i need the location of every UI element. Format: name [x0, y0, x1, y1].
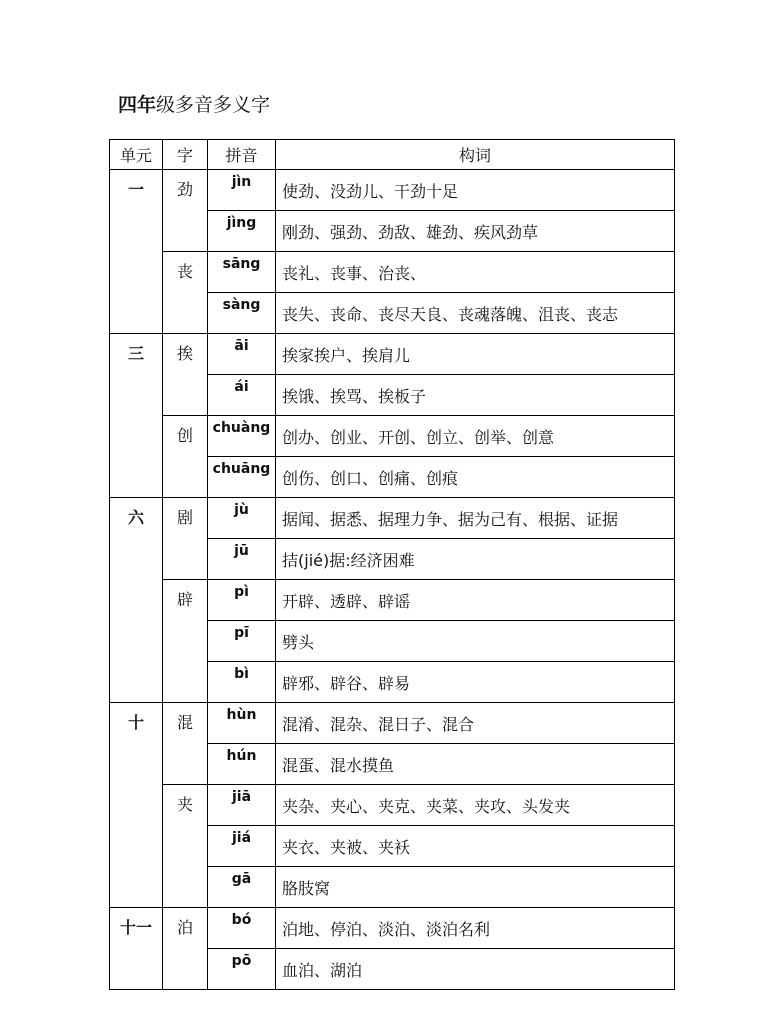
char-cell: 泊 — [163, 908, 208, 990]
words-cell: 据闻、据悉、据理力争、据为己有、根据、证据 — [276, 498, 675, 539]
pinyin-cell: pī — [208, 621, 276, 662]
unit-cell: 十一 — [110, 908, 163, 990]
header-char: 字 — [163, 140, 208, 170]
table-row — [110, 703, 675, 744]
words-cell: 辟邪、辟谷、辟易 — [276, 662, 675, 703]
unit-cell: 六 — [110, 498, 163, 703]
words-cell: 夹衣、夹被、夹袄 — [276, 826, 675, 867]
words-cell: 丧礼、丧事、治丧、 — [276, 252, 675, 293]
header-words: 构词 — [276, 140, 675, 170]
words-cell: 使劲、没劲儿、干劲十足 — [276, 170, 675, 211]
unit-cell: 一 — [110, 170, 163, 334]
table-row — [110, 334, 675, 375]
header-pinyin: 拼音 — [208, 140, 276, 170]
char-cell: 剧 — [163, 498, 208, 580]
table-row — [110, 252, 675, 293]
words-cell: 开辟、透辟、辟谣 — [276, 580, 675, 621]
pinyin-cell: sàng — [208, 293, 276, 334]
page-title — [118, 93, 270, 117]
table-row — [110, 908, 675, 949]
char-cell: 劲 — [163, 170, 208, 252]
pinyin-cell: bó — [208, 908, 276, 949]
char-cell: 夹 — [163, 785, 208, 908]
words-cell: 丧失、丧命、丧尽天良、丧魂落魄、沮丧、丧志 — [276, 293, 675, 334]
pinyin-cell: jìn — [208, 170, 276, 211]
pinyin-cell: bì — [208, 662, 276, 703]
pinyin-cell: āi — [208, 334, 276, 375]
polyphone-table — [109, 139, 675, 990]
words-cell: 劈头 — [276, 621, 675, 662]
words-cell: 胳肢窝 — [276, 867, 675, 908]
table-row — [110, 170, 675, 211]
words-cell: 创伤、创口、创痛、创痕 — [276, 457, 675, 498]
words-cell: 创办、创业、开创、创立、创举、创意 — [276, 416, 675, 457]
words-cell: 夹杂、夹心、夹克、夹菜、夹攻、头发夹 — [276, 785, 675, 826]
table-row — [110, 580, 675, 621]
pinyin-cell: gā — [208, 867, 276, 908]
words-cell: 混蛋、混水摸鱼 — [276, 744, 675, 785]
pinyin-cell: chuāng — [208, 457, 276, 498]
table-row — [110, 785, 675, 826]
char-cell: 挨 — [163, 334, 208, 416]
unit-cell: 十 — [110, 703, 163, 908]
pinyin-cell: jiá — [208, 826, 276, 867]
pinyin-cell: hún — [208, 744, 276, 785]
pinyin-cell: chuàng — [208, 416, 276, 457]
pinyin-cell: ái — [208, 375, 276, 416]
pinyin-cell: jù — [208, 498, 276, 539]
pinyin-cell: sāng — [208, 252, 276, 293]
char-cell: 丧 — [163, 252, 208, 334]
char-cell: 辟 — [163, 580, 208, 703]
pinyin-cell: jiā — [208, 785, 276, 826]
title-bold-part: 四年 — [118, 94, 157, 116]
pinyin-cell: pō — [208, 949, 276, 990]
pinyin-cell: jìng — [208, 211, 276, 252]
words-cell: 混淆、混杂、混日子、混合 — [276, 703, 675, 744]
words-cell: 刚劲、强劲、劲敌、雄劲、疾风劲草 — [276, 211, 675, 252]
header-row — [110, 140, 675, 170]
words-cell: 挨家挨户、挨肩儿 — [276, 334, 675, 375]
char-cell: 混 — [163, 703, 208, 785]
words-cell: 血泊、湖泊 — [276, 949, 675, 990]
table-row — [110, 498, 675, 539]
pinyin-cell: pì — [208, 580, 276, 621]
char-cell: 创 — [163, 416, 208, 498]
header-unit: 单元 — [110, 140, 163, 170]
pinyin-cell: hùn — [208, 703, 276, 744]
title-rest-part: 级多音多义字 — [156, 94, 271, 116]
pinyin-cell: jū — [208, 539, 276, 580]
words-cell: 挨饿、挨骂、挨板子 — [276, 375, 675, 416]
table-row — [110, 416, 675, 457]
unit-cell: 三 — [110, 334, 163, 498]
words-cell: 拮(jié)据:经济困难 — [276, 539, 675, 580]
words-cell: 泊地、停泊、淡泊、淡泊名利 — [276, 908, 675, 949]
